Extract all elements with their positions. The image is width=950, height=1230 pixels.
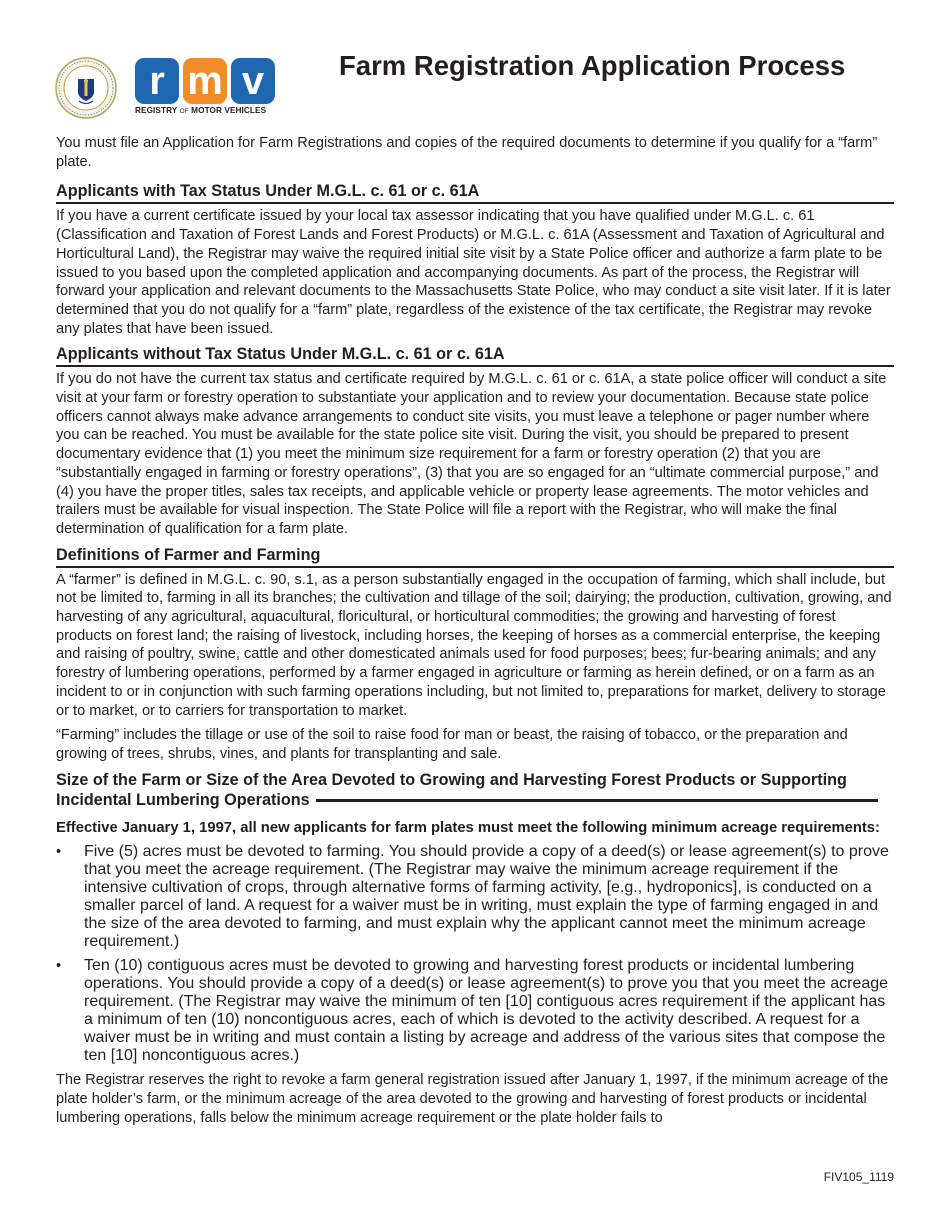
section-paragraph: “Farming” includes the tillage or use of the soil to raise food for man or beast, the raising of tobacco, or the preparation and growing of trees, shrubs, vines, and plants for transplanting and sale. bbox=[56, 727, 848, 762]
section-heading-line1: Size of the Farm or Size of the Area Devoted to Growing and Harvesting Forest Products or Supporting bbox=[56, 770, 847, 789]
page-title: Farm Registration Application Process bbox=[339, 50, 846, 81]
form-code: FIV105_1119 bbox=[823, 1170, 894, 1184]
section-heading: Definitions of Farmer and Farming bbox=[56, 545, 894, 568]
section-heading: Applicants with Tax Status Under M.G.L. c. 61 or c. 61A bbox=[56, 181, 894, 204]
page-header bbox=[0, 0, 950, 125]
section-paragraph: If you have a current certificate issued by your local tax assessor indicating that you have qualified under M.G.L. c. 61 (Classification and Taxation of Forest Lands and Forest Products) or M.G.L. c. 61A (Assessment and Taxation of Agricultural and Horticultural Land), the Registrar may waive the required initial site visit by a State Police officer and authorize a farm plate to be issued to you based upon the completed application and accompanying documents. As part of the process, the Registrar will forward your application and relevant documents to the Massachusetts State Police, who may conduct a site visit later. If it is later determined that you do not qualify for a “farm” plate, regardless of the existence of the tax certificate, the Registrar may revoke any plates that have been issued. bbox=[56, 208, 891, 337]
rmv-logo-subtitle-pre: REGISTRY bbox=[135, 106, 180, 115]
rmv-logo-letter-m: m bbox=[183, 58, 227, 104]
bullet-icon: • bbox=[56, 844, 62, 861]
list-item bbox=[56, 843, 894, 951]
rmv-logo-letter-v: v bbox=[231, 58, 275, 104]
section-farm-size bbox=[56, 770, 894, 1128]
bullet-icon: • bbox=[56, 958, 62, 975]
rmv-logo-subtitle-post: MOTOR VEHICLES bbox=[188, 106, 267, 115]
list-item-text: Five (5) acres must be devoted to farming. You should provide a copy of a deed(s) or lease agreement(s) to prove that you meet the acreage requirement. (The Registrar may waive the minimum acreage requirement if the intensive cultivation of crops, through alternative forms of farming activity, [e.g., hydroponics], is conducted on a smaller parcel of land. A request for a waiver must be in writing, must explain the type of farming engaged in and the size of the area devoted to farming, and must explain why the applicant cannot meet the minimum acreage requirement.) bbox=[84, 843, 889, 951]
section-paragraph: If you do not have the current tax status and certificate required by M.G.L. c. 61 or c. 61A, a state police officer will conduct a site visit at your farm or forestry operation to substantiate your application and to review your documentation. Because state police officers cannot always make advance arrangements to conduct site visits, you must leave a telephone or pager number where you can be reached. You must be available for the state police site visit. During the visit, you should be prepared to present documentary evidence that (1) you meet the minimum size requirement for a farm or forestry operation (2) that you are “substantially engaged in farming or forestry operations”, (3) that you are so engaged for an “ultimate commercial purpose,” and (4) you have the proper titles, sales tax receipts, and applicable vehicle or property lease agreements. The motor vehicles and trailers must be available for visual inspection. The State Police will file a report with the Registrar, who will make the final determination of qualification for a farm plate. bbox=[56, 371, 887, 537]
section-tax-status bbox=[56, 181, 894, 338]
section-no-tax-status bbox=[56, 344, 894, 538]
section-heading: Applicants without Tax Status Under M.G.L. c. 61 or c. 61A bbox=[56, 344, 894, 367]
list-item bbox=[56, 957, 894, 1065]
acreage-requirements-list bbox=[56, 843, 894, 1065]
section-definitions bbox=[56, 545, 894, 764]
closing-paragraph: The Registrar reserves the right to revoke a farm general registration issued after January 1, 1997, if the minimum acreage of the plate holder’s farm, or the minimum acreage of the area devoted to the growing and harvesting of forest products or incidental lumbering operations, falls below the minimum acreage requirement or the plate holder fails to bbox=[56, 1072, 889, 1126]
list-item-text: Ten (10) contiguous acres must be devoted to growing and harvesting forest products or incidental lumbering operations. You should provide a copy of a deed(s) or lease agreement(s) to prove you that you meet the acreage requirement. (The Registrar may waive the minimum of ten [10] contiguous acres requirement if the applicant has a minimum of ten (10) noncontiguous acres, each of which is devoted to the activity described. A request for a waiver must be in writing and must contain a listing by acreage and address of the various sites that compose the ten [10] noncontiguous acres.) bbox=[84, 957, 889, 1065]
acreage-subheading: Effective January 1, 1997, all new applicants for farm plates must meet the following minimum acreage requirements: bbox=[56, 819, 880, 836]
section-heading-line2: Incidental Lumbering Operations bbox=[56, 790, 310, 809]
rmv-logo-letters bbox=[135, 58, 280, 104]
massachusetts-seal-icon bbox=[55, 57, 117, 119]
intro-paragraph: You must file an Application for Farm Registrations and copies of the required documents to determine if you qualify for a “farm” plate. bbox=[56, 135, 878, 170]
rmv-logo-subtitle bbox=[135, 106, 280, 115]
rmv-logo bbox=[135, 58, 280, 120]
rmv-logo-subtitle-of: OF bbox=[179, 108, 189, 115]
heading-rule bbox=[316, 799, 878, 802]
section-paragraph: A “farmer” is defined in M.G.L. c. 90, s.1, as a person substantially engaged in the occupation of farming, which shall include, but not be limited to, farming in all its branches; the cultivation and tillage of the soil; dairying; the production, cultivation, growing, and harvesting of any agricultural, aquacultural, floricultural, or horticultural commodities; the growing and harvesting of forest products on forest land; the raising of livestock, including horses, the keeping of horses as a commercial enterprise, the keeping and raising of poultry, swine, cattle and other domesticated animals used for food purposes; bees; fur-bearing animals; and any forestry of lumbering operations, performed by a farmer engaged in agriculture or farming as herein defined, or on a farm as an incident to or in conjunction with such farming operations including, but not limited to, preparations for market, delivery to storage or to market, or to carriers for transportation to market. bbox=[56, 571, 892, 719]
rmv-logo-letter-r: r bbox=[135, 58, 179, 104]
section-heading bbox=[56, 770, 894, 811]
document-body bbox=[56, 134, 894, 1134]
